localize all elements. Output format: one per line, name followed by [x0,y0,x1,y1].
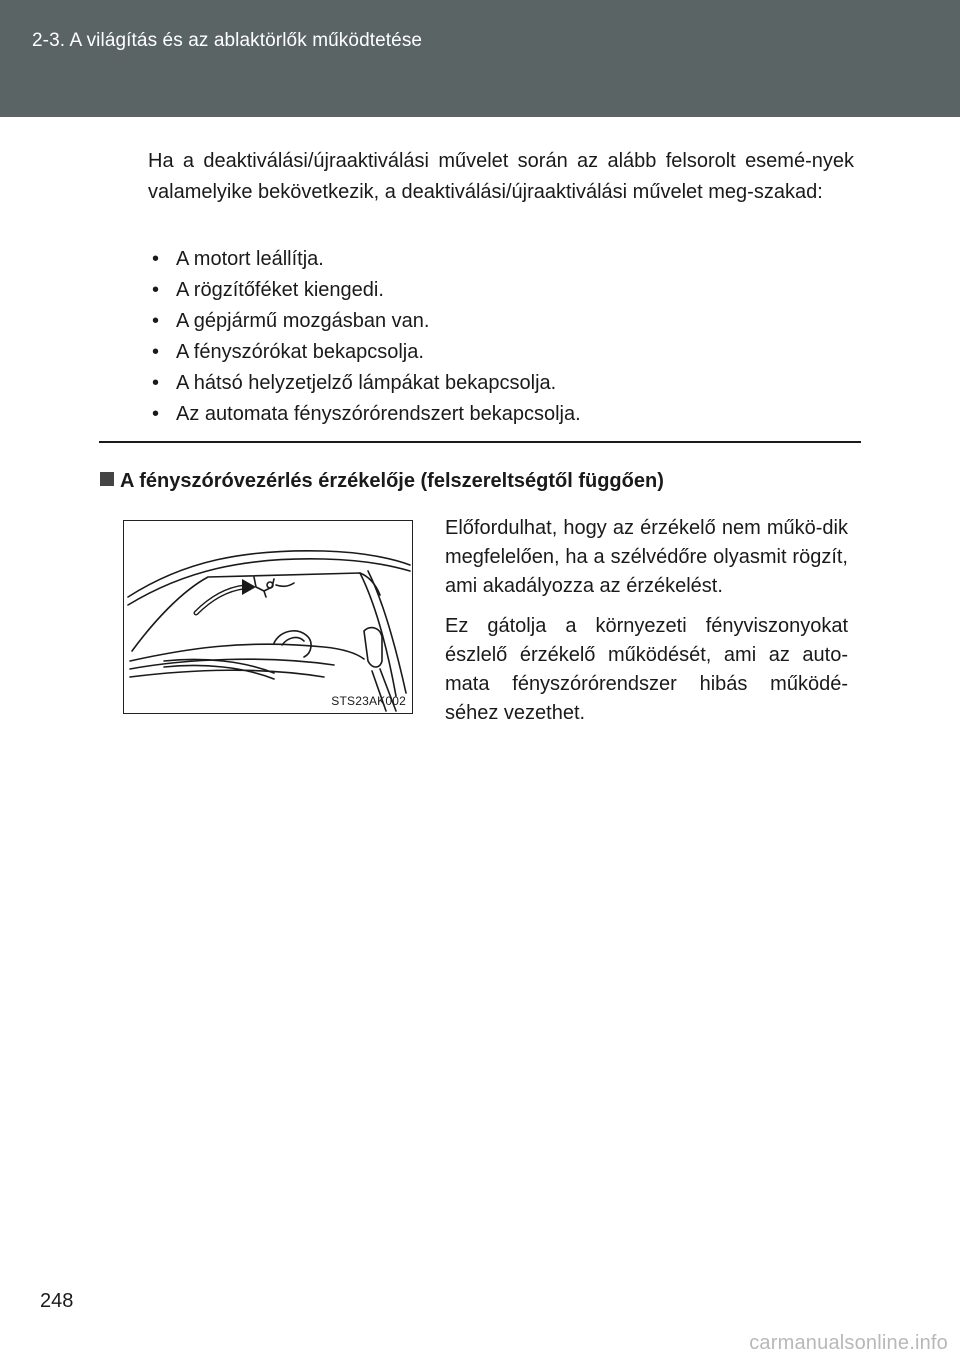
list-item: • A rögzítőféket kiengedi. [148,275,854,306]
bullet-icon: • [152,279,160,301]
watermark: carmanualsonline.info [749,1332,948,1354]
page-number: 248 [40,1290,74,1312]
list-item: • Az automata fényszórórendszert bekapcsolja. [148,399,854,430]
bullet-icon: • [152,372,160,394]
event-list [148,244,854,430]
bullet-icon: • [152,248,160,270]
intro-paragraph: Ha a deaktiválási/újraaktiválási művelet során az alább felsorolt esemé-nyek valamelyike bekövetkezik, a deaktiválási/újraaktiválási művelet meg-szakad: [148,150,854,203]
list-item: • A gépjármű mozgásban van. [148,306,854,337]
sensor-description [445,514,848,739]
list-item: • A hátsó helyzetjelző lámpákat bekapcsolja. [148,368,854,399]
section-divider [99,441,861,443]
list-item: • A motort leállítja. [148,244,854,275]
section-title: 2-3. A világítás és az ablaktörlők működtetése [32,30,423,51]
figure-code: STS23AK002 [331,694,406,708]
square-bullet-icon [100,472,114,486]
bullet-icon: • [152,310,160,332]
sensor-paragraph-1: Előfordulhat, hogy az érzékelő nem műkö-dik megfelelően, ha a szélvédőre olyasmit rögzít, ami akadályozza az érzékelést. [445,517,848,597]
list-item: • A fényszórókat bekapcsolja. [148,337,854,368]
subsection-heading: A fényszóróvezérlés érzékelője (felszereltségtől függően) [100,470,664,493]
sensor-paragraph-2: Ez gátolja a környezeti fényviszonyokat észlelő érzékelő működését, ami az auto-mata fényszórórendszer hibás működé-séhez vezethet. [445,615,848,724]
header-band [0,0,960,117]
windshield-drawing [124,521,412,713]
windshield-sensor-illustration [123,520,413,714]
bullet-icon: • [152,341,160,363]
bullet-icon: • [152,403,160,425]
